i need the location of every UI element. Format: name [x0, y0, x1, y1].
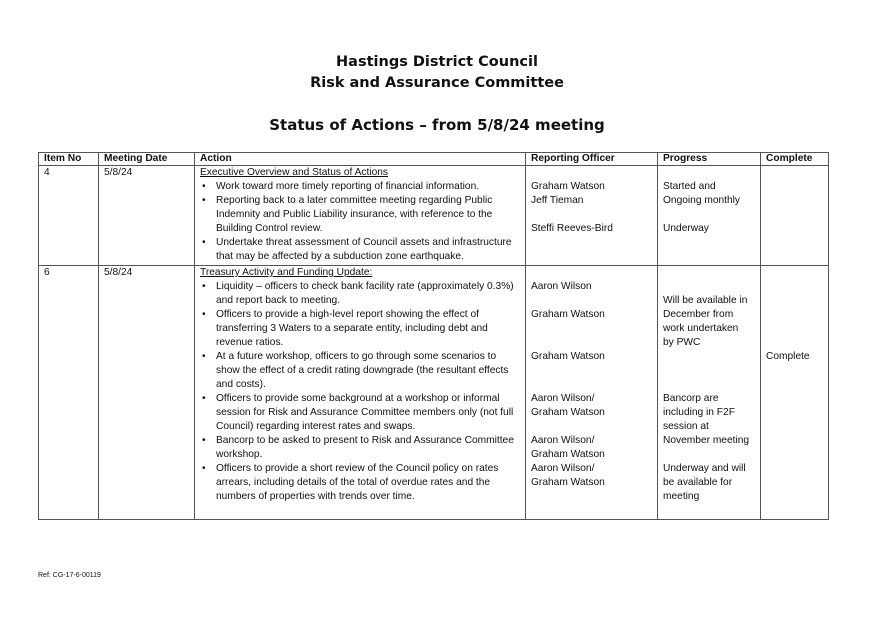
action-item: • Officers to provide a short review of the Council policy on rates arrears, including details of the total of overdue rates and the numbers of properties with trends over time. [216, 462, 520, 504]
action-heading: Executive Overview and Status of Actions [200, 167, 388, 178]
col-header-progress: Progress [658, 153, 761, 166]
officer-name: Graham Watson [531, 309, 605, 320]
progress-text: November meeting [663, 435, 750, 446]
action-cell [195, 166, 526, 266]
col-header-item-no: Item No [39, 153, 99, 166]
complete-cell [761, 166, 829, 266]
meeting-date-cell: 5/8/24 [99, 266, 195, 520]
progress-text: Will be available in [663, 295, 748, 306]
officer-name: Graham Watson [531, 351, 605, 362]
progress-text: Underway [663, 223, 709, 234]
progress-text: meeting [663, 491, 700, 502]
progress-text: Underway and will [663, 463, 746, 474]
action-item: • Undertake threat assessment of Council assets and infrastructure that may be affected by a subduction zone earthquake. [216, 236, 520, 264]
action-heading: Treasury Activity and Funding Update: [200, 267, 373, 278]
officer-name: Jeff Tieman [531, 195, 584, 206]
table-header-row [39, 153, 829, 166]
col-header-action: Action [195, 153, 526, 166]
progress-text: including in F2F [663, 407, 735, 418]
actions-table [38, 152, 829, 520]
progress-cell [658, 166, 761, 266]
progress-text: December from [663, 309, 734, 320]
item-no-cell: 4 [39, 166, 99, 266]
status-title: Status of Actions – from 5/8/24 meeting [269, 116, 605, 134]
officer-name: Graham Watson [531, 449, 605, 460]
reporting-officer-cell [526, 266, 658, 520]
progress-cell [658, 266, 761, 520]
progress-text: session at [663, 421, 709, 432]
progress-text: work undertaken [663, 323, 739, 334]
progress-text: by PWC [663, 337, 701, 348]
table-row [39, 166, 829, 266]
officer-name: Steffi Reeves-Bird [531, 223, 613, 234]
complete-status: Complete [766, 351, 810, 362]
progress-text: Started and [663, 181, 716, 192]
council-name: Hastings District Council [336, 54, 538, 70]
committee-name: Risk and Assurance Committee [310, 75, 564, 91]
action-list [200, 280, 520, 504]
item-no-cell: 6 [39, 266, 99, 520]
officer-name: Aaron Wilson/ [531, 393, 595, 404]
officer-name: Graham Watson [531, 477, 605, 488]
meeting-date-cell: 5/8/24 [99, 166, 195, 266]
col-header-meeting-date: Meeting Date [99, 153, 195, 166]
progress-text: be available for [663, 477, 733, 488]
document-header [0, 52, 874, 136]
action-item: • Officers to provide a high-level report showing the effect of transferring 3 Waters to a separate entity, including debt and revenue ratios. [216, 308, 520, 350]
officer-name: Aaron Wilson [531, 281, 592, 292]
officer-name: Aaron Wilson/ [531, 435, 595, 446]
action-item: • Reporting back to a later committee meeting regarding Public Indemnity and Public Liability insurance, with reference to the Building Control review. [216, 194, 520, 236]
reporting-officer-cell [526, 166, 658, 266]
progress-text: Ongoing monthly [663, 195, 741, 206]
action-item: • Work toward more timely reporting of financial information. [216, 180, 520, 194]
document-reference: Ref: CG-17-6-00119 [38, 572, 101, 579]
col-header-reporting-officer: Reporting Officer [526, 153, 658, 166]
table-row [39, 266, 829, 520]
officer-name: Aaron Wilson/ [531, 463, 595, 474]
action-item: • At a future workshop, officers to go through some scenarios to show the effect of a credit rating downgrade (the resultant effects and costs). [216, 350, 520, 392]
progress-text: Bancorp are [663, 393, 719, 404]
action-item: • Liquidity – officers to check bank facility rate (approximately 0.3%) and report back to meeting. [216, 280, 520, 308]
action-item: • Bancorp to be asked to present to Risk and Assurance Committee workshop. [216, 434, 520, 462]
complete-cell [761, 266, 829, 520]
action-list [200, 180, 520, 264]
col-header-complete: Complete [761, 153, 829, 166]
action-item: • Officers to provide some background at a workshop or informal session for Risk and Assurance Committee members only (not full Council) regarding interest rates and swaps. [216, 392, 520, 434]
officer-name: Graham Watson [531, 407, 605, 418]
officer-name: Graham Watson [531, 181, 605, 192]
action-cell [195, 266, 526, 520]
